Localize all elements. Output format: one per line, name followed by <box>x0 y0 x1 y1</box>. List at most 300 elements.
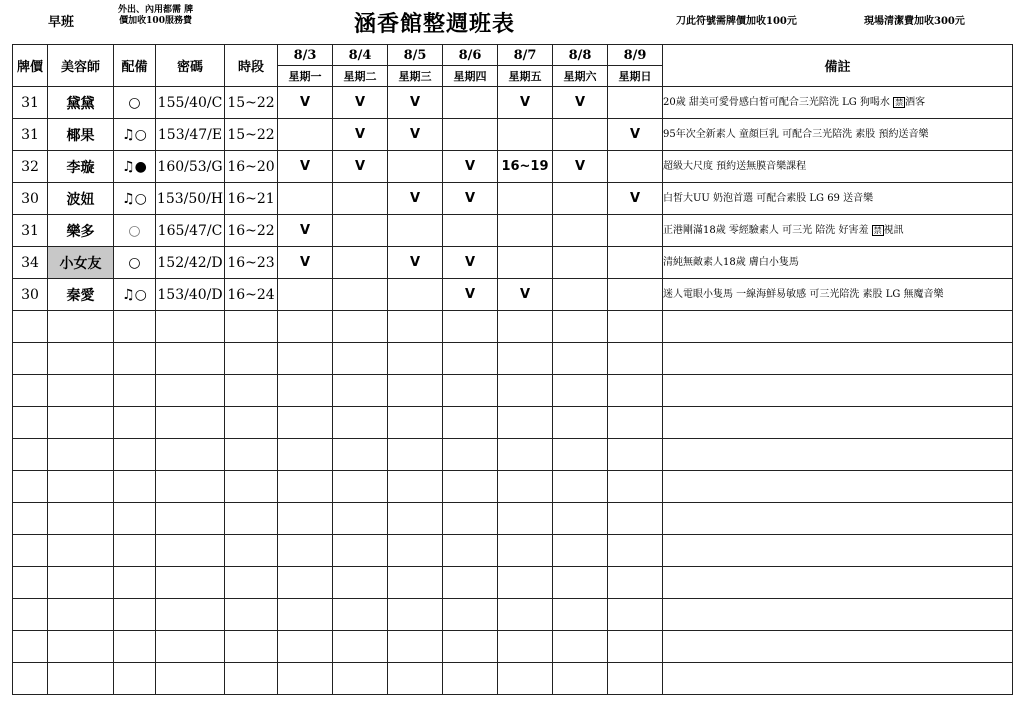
cleaning-fee-note: 現場清潔費加收300元 <box>864 16 965 27</box>
day-mark-cell <box>608 279 663 311</box>
empty-cell <box>48 471 114 503</box>
empty-cell <box>48 311 114 343</box>
empty-cell <box>114 503 156 535</box>
empty-cell <box>498 599 553 631</box>
empty-cell <box>388 663 443 695</box>
empty-cell <box>156 503 225 535</box>
empty-cell <box>443 375 498 407</box>
stylist-name-cell: 黛黛 <box>48 87 114 119</box>
day-mark-cell <box>608 215 663 247</box>
empty-cell <box>498 567 553 599</box>
day-mark-cell <box>553 215 608 247</box>
empty-cell <box>13 535 48 567</box>
price-cell: 30 <box>13 279 48 311</box>
empty-cell <box>114 599 156 631</box>
column-header-time: 時段 <box>225 45 278 87</box>
empty-cell <box>225 535 278 567</box>
empty-cell <box>48 343 114 375</box>
empty-cell <box>278 343 333 375</box>
empty-cell <box>388 439 443 471</box>
day-mark-cell: V <box>608 119 663 151</box>
day-mark-cell: V <box>278 215 333 247</box>
empty-cell <box>663 567 1013 599</box>
column-header-remarks: 備註 <box>663 45 1013 87</box>
empty-cell <box>498 663 553 695</box>
equipment-cell <box>114 119 156 151</box>
day-mark-cell <box>333 215 388 247</box>
empty-cell <box>608 535 663 567</box>
empty-cell <box>225 663 278 695</box>
equipment-cell <box>114 279 156 311</box>
empty-cell <box>608 567 663 599</box>
empty-cell <box>388 375 443 407</box>
empty-cell <box>553 439 608 471</box>
empty-cell <box>48 567 114 599</box>
empty-cell <box>13 343 48 375</box>
empty-cell <box>333 407 388 439</box>
empty-cell <box>225 407 278 439</box>
column-header-date: 8/7 <box>498 45 553 66</box>
empty-cell <box>114 343 156 375</box>
column-header-date: 8/5 <box>388 45 443 66</box>
empty-row <box>13 471 1013 503</box>
empty-cell <box>278 439 333 471</box>
empty-cell <box>114 631 156 663</box>
column-header-password: 密碼 <box>156 45 225 87</box>
day-mark-cell: V <box>443 183 498 215</box>
table-row <box>13 215 1013 247</box>
equipment-icon: ○ <box>128 254 141 271</box>
day-mark-cell: V <box>553 87 608 119</box>
empty-cell <box>114 535 156 567</box>
empty-row <box>13 311 1013 343</box>
empty-cell <box>13 631 48 663</box>
empty-cell <box>553 503 608 535</box>
empty-row <box>13 599 1013 631</box>
day-mark-cell <box>278 119 333 151</box>
empty-cell <box>48 631 114 663</box>
empty-cell <box>608 503 663 535</box>
empty-cell <box>663 439 1013 471</box>
day-mark-cell <box>388 215 443 247</box>
stylist-name-cell: 李璇 <box>48 151 114 183</box>
empty-cell <box>114 663 156 695</box>
password-cell: 152/42/D <box>156 247 225 279</box>
empty-cell <box>553 343 608 375</box>
time-slot-cell: 16~20 <box>225 151 278 183</box>
empty-cell <box>225 311 278 343</box>
day-mark-cell <box>553 119 608 151</box>
time-slot-cell: 16~24 <box>225 279 278 311</box>
table-row <box>13 183 1013 215</box>
empty-cell <box>443 439 498 471</box>
prohibited-icon: 禁 <box>895 98 904 107</box>
day-mark-cell <box>443 119 498 151</box>
column-header-equipment: 配備 <box>114 45 156 87</box>
empty-cell <box>48 439 114 471</box>
equipment-cell <box>114 151 156 183</box>
empty-cell <box>388 631 443 663</box>
empty-cell <box>156 631 225 663</box>
empty-cell <box>333 439 388 471</box>
empty-cell <box>156 439 225 471</box>
empty-cell <box>608 471 663 503</box>
empty-cell <box>278 663 333 695</box>
surcharge-note: 刀此符號需牌價加收100元 <box>676 16 797 27</box>
day-mark-cell <box>553 183 608 215</box>
empty-cell <box>443 663 498 695</box>
empty-cell <box>443 567 498 599</box>
column-header-date: 8/8 <box>553 45 608 66</box>
empty-cell <box>443 311 498 343</box>
password-cell: 153/47/E <box>156 119 225 151</box>
empty-cell <box>225 567 278 599</box>
empty-cell <box>156 663 225 695</box>
empty-cell <box>663 663 1013 695</box>
day-mark-cell <box>498 183 553 215</box>
empty-cell <box>388 599 443 631</box>
empty-cell <box>333 535 388 567</box>
empty-cell <box>388 535 443 567</box>
empty-cell <box>553 311 608 343</box>
day-mark-cell: V <box>388 87 443 119</box>
day-mark-cell <box>333 279 388 311</box>
empty-cell <box>553 375 608 407</box>
time-slot-cell: 16~22 <box>225 215 278 247</box>
empty-cell <box>663 503 1013 535</box>
stylist-name-cell: 樂多 <box>48 215 114 247</box>
empty-cell <box>498 343 553 375</box>
empty-cell <box>498 375 553 407</box>
empty-cell <box>156 567 225 599</box>
schedule-table <box>12 44 1013 695</box>
empty-cell <box>663 599 1013 631</box>
column-header-weekday: 星期五 <box>498 66 553 87</box>
service-fee-note-line2: 價加收100服務費 <box>119 16 192 26</box>
empty-row <box>13 375 1013 407</box>
column-header-weekday: 星期四 <box>443 66 498 87</box>
empty-cell <box>13 503 48 535</box>
empty-row <box>13 567 1013 599</box>
empty-cell <box>278 407 333 439</box>
empty-cell <box>388 567 443 599</box>
column-header-date: 8/6 <box>443 45 498 66</box>
empty-cell <box>663 631 1013 663</box>
empty-cell <box>278 503 333 535</box>
column-header-weekday: 星期三 <box>388 66 443 87</box>
remark-cell: 95年次全新素人 童顏巨乳 可配合三光陪洗 素股 預約送音樂 <box>663 119 1013 151</box>
day-mark-cell: V <box>443 247 498 279</box>
empty-cell <box>443 471 498 503</box>
price-cell: 30 <box>13 183 48 215</box>
empty-cell <box>278 471 333 503</box>
price-cell: 31 <box>13 215 48 247</box>
day-mark-cell: V <box>553 151 608 183</box>
password-cell: 153/40/D <box>156 279 225 311</box>
empty-cell <box>663 471 1013 503</box>
empty-cell <box>333 343 388 375</box>
equipment-icon: ♫○ <box>122 190 147 207</box>
empty-cell <box>388 311 443 343</box>
empty-cell <box>13 599 48 631</box>
empty-cell <box>13 567 48 599</box>
empty-cell <box>225 375 278 407</box>
column-header-date: 8/4 <box>333 45 388 66</box>
empty-cell <box>156 471 225 503</box>
empty-cell <box>663 535 1013 567</box>
price-cell: 32 <box>13 151 48 183</box>
empty-cell <box>13 439 48 471</box>
empty-cell <box>156 599 225 631</box>
empty-cell <box>443 599 498 631</box>
empty-cell <box>553 535 608 567</box>
empty-cell <box>388 407 443 439</box>
day-mark-cell: 16~19 <box>498 151 553 183</box>
empty-cell <box>48 503 114 535</box>
empty-cell <box>388 343 443 375</box>
remark-cell: 白皙大UU 奶泡首選 可配合素股 LG 69 送音樂 <box>663 183 1013 215</box>
empty-cell <box>498 439 553 471</box>
day-mark-cell <box>553 247 608 279</box>
password-cell: 165/47/C <box>156 215 225 247</box>
empty-cell <box>608 631 663 663</box>
table-row <box>13 247 1013 279</box>
empty-cell <box>114 407 156 439</box>
equipment-icon: ♫○ <box>122 286 147 303</box>
equipment-icon: ♫● <box>122 158 147 175</box>
empty-cell <box>48 407 114 439</box>
time-slot-cell: 15~22 <box>225 119 278 151</box>
empty-cell <box>114 311 156 343</box>
day-mark-cell <box>498 119 553 151</box>
service-fee-note <box>118 5 193 27</box>
empty-cell <box>498 407 553 439</box>
column-header-price: 牌價 <box>13 45 48 87</box>
empty-cell <box>48 535 114 567</box>
empty-cell <box>388 471 443 503</box>
column-header-weekday: 星期六 <box>553 66 608 87</box>
empty-cell <box>333 311 388 343</box>
empty-cell <box>553 631 608 663</box>
header-row-dates <box>13 45 1013 66</box>
equipment-cell <box>114 183 156 215</box>
empty-cell <box>225 631 278 663</box>
equipment-cell <box>114 215 156 247</box>
day-mark-cell: V <box>388 183 443 215</box>
day-mark-cell <box>498 215 553 247</box>
empty-cell <box>333 471 388 503</box>
prohibited-icon: 禁 <box>873 226 882 235</box>
empty-cell <box>608 407 663 439</box>
empty-cell <box>498 311 553 343</box>
page-title: 涵香館整週班表 <box>354 11 516 37</box>
day-mark-cell: V <box>278 151 333 183</box>
stylist-name-cell: 波妞 <box>48 183 114 215</box>
table-row <box>13 279 1013 311</box>
empty-cell <box>13 375 48 407</box>
empty-cell <box>225 599 278 631</box>
empty-cell <box>48 663 114 695</box>
empty-cell <box>156 343 225 375</box>
price-cell: 31 <box>13 87 48 119</box>
time-slot-cell: 15~22 <box>225 87 278 119</box>
empty-cell <box>663 407 1013 439</box>
equipment-icon: ○ <box>128 222 141 239</box>
column-header-weekday: 星期二 <box>333 66 388 87</box>
empty-cell <box>553 471 608 503</box>
empty-cell <box>608 311 663 343</box>
empty-cell <box>278 535 333 567</box>
day-mark-cell <box>553 279 608 311</box>
price-cell: 34 <box>13 247 48 279</box>
day-mark-cell <box>608 151 663 183</box>
empty-cell <box>443 343 498 375</box>
day-mark-cell <box>443 87 498 119</box>
day-mark-cell <box>278 279 333 311</box>
empty-cell <box>443 503 498 535</box>
day-mark-cell: V <box>333 151 388 183</box>
empty-cell <box>553 407 608 439</box>
empty-cell <box>156 311 225 343</box>
empty-row <box>13 631 1013 663</box>
time-slot-cell: 16~23 <box>225 247 278 279</box>
empty-cell <box>608 439 663 471</box>
shift-label: 早班 <box>48 15 75 30</box>
day-mark-cell: V <box>278 87 333 119</box>
day-mark-cell <box>608 87 663 119</box>
empty-cell <box>553 567 608 599</box>
remark-cell: 正港剛滿18歲 零經驗素人 可三光 陪洗 好害羞 禁 視訊 <box>663 215 1013 247</box>
empty-cell <box>608 343 663 375</box>
day-mark-cell: V <box>608 183 663 215</box>
day-mark-cell: V <box>278 247 333 279</box>
empty-cell <box>13 471 48 503</box>
empty-cell <box>114 471 156 503</box>
day-mark-cell: V <box>333 87 388 119</box>
column-header-weekday: 星期一 <box>278 66 333 87</box>
empty-cell <box>156 535 225 567</box>
empty-cell <box>608 375 663 407</box>
day-mark-cell: V <box>443 279 498 311</box>
day-mark-cell: V <box>388 119 443 151</box>
empty-cell <box>225 471 278 503</box>
column-header-date: 8/9 <box>608 45 663 66</box>
equipment-cell <box>114 247 156 279</box>
table-row <box>13 87 1013 119</box>
password-cell: 155/40/C <box>156 87 225 119</box>
column-header-weekday: 星期日 <box>608 66 663 87</box>
empty-cell <box>114 567 156 599</box>
stylist-name-cell: 秦愛 <box>48 279 114 311</box>
day-mark-cell: V <box>498 279 553 311</box>
empty-cell <box>278 311 333 343</box>
empty-cell <box>13 311 48 343</box>
empty-cell <box>663 343 1013 375</box>
remark-cell: 20歲 甜美可愛骨感白皙可配合三光陪洗 LG 狗喝水 禁 酒客 <box>663 87 1013 119</box>
empty-cell <box>498 631 553 663</box>
equipment-cell <box>114 87 156 119</box>
service-fee-note-line1: 外出、內用都需 牌 <box>118 5 194 15</box>
equipment-icon: ♫○ <box>122 126 147 143</box>
empty-cell <box>333 663 388 695</box>
empty-cell <box>48 375 114 407</box>
stylist-name-cell: 小女友 <box>48 247 114 279</box>
empty-cell <box>608 663 663 695</box>
empty-cell <box>278 631 333 663</box>
remark-cell: 清純無敵素人18歲 膚白小隻馬 <box>663 247 1013 279</box>
empty-cell <box>443 535 498 567</box>
day-mark-cell: V <box>498 87 553 119</box>
day-mark-cell <box>498 247 553 279</box>
remark-cell: 超級大尺度 預約送無膜音樂課程 <box>663 151 1013 183</box>
empty-cell <box>333 599 388 631</box>
empty-cell <box>278 599 333 631</box>
empty-cell <box>114 375 156 407</box>
empty-cell <box>333 567 388 599</box>
day-mark-cell <box>608 247 663 279</box>
empty-cell <box>443 407 498 439</box>
empty-cell <box>553 663 608 695</box>
empty-row <box>13 407 1013 439</box>
empty-row <box>13 663 1013 695</box>
empty-cell <box>13 663 48 695</box>
empty-cell <box>608 599 663 631</box>
password-cell: 153/50/H <box>156 183 225 215</box>
day-mark-cell <box>388 279 443 311</box>
day-mark-cell <box>333 183 388 215</box>
empty-row <box>13 535 1013 567</box>
empty-cell <box>278 567 333 599</box>
remark-cell: 迷人電眼小隻馬 一線海鮮易敏感 可三光陪洗 素股 LG 無魔音樂 <box>663 279 1013 311</box>
day-mark-cell <box>333 247 388 279</box>
empty-cell <box>48 599 114 631</box>
empty-cell <box>498 535 553 567</box>
empty-cell <box>156 375 225 407</box>
empty-row <box>13 439 1013 471</box>
password-cell: 160/53/G <box>156 151 225 183</box>
empty-cell <box>333 375 388 407</box>
equipment-icon: ○ <box>128 94 141 111</box>
column-header-date: 8/3 <box>278 45 333 66</box>
empty-cell <box>663 375 1013 407</box>
table-row <box>13 151 1013 183</box>
empty-cell <box>388 503 443 535</box>
day-mark-cell: V <box>333 119 388 151</box>
empty-cell <box>156 407 225 439</box>
empty-cell <box>225 343 278 375</box>
day-mark-cell: V <box>388 247 443 279</box>
sheet-header <box>0 0 1024 44</box>
empty-cell <box>278 375 333 407</box>
day-mark-cell <box>278 183 333 215</box>
empty-cell <box>333 503 388 535</box>
price-cell: 31 <box>13 119 48 151</box>
empty-row <box>13 343 1013 375</box>
day-mark-cell: V <box>443 151 498 183</box>
day-mark-cell <box>443 215 498 247</box>
table-row <box>13 119 1013 151</box>
column-header-stylist: 美容師 <box>48 45 114 87</box>
empty-cell <box>333 631 388 663</box>
empty-cell <box>498 471 553 503</box>
empty-cell <box>553 599 608 631</box>
empty-cell <box>443 631 498 663</box>
empty-cell <box>225 503 278 535</box>
stylist-name-cell: 椰果 <box>48 119 114 151</box>
empty-cell <box>225 439 278 471</box>
day-mark-cell <box>388 151 443 183</box>
empty-cell <box>498 503 553 535</box>
